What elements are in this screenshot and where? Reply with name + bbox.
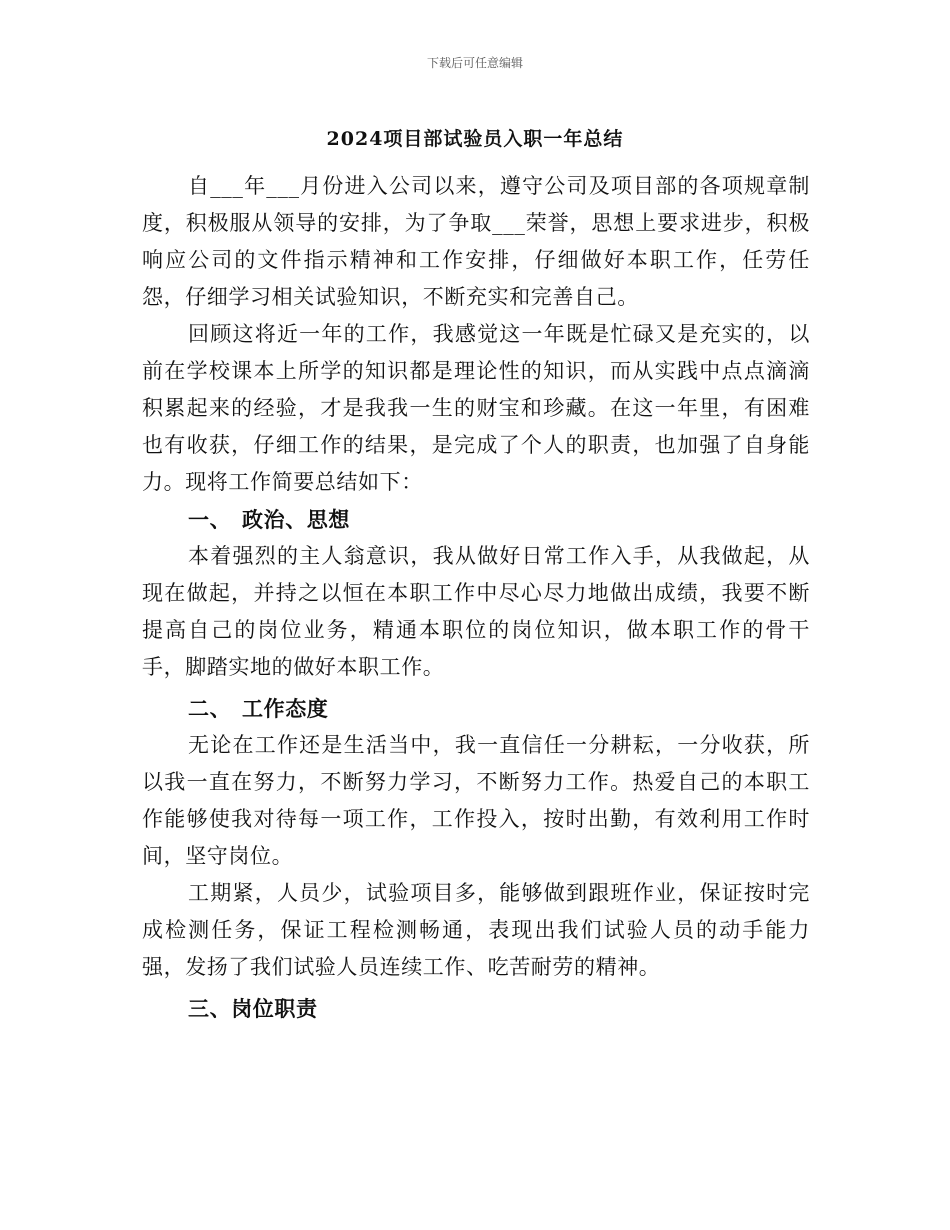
document-body [142,168,810,1027]
paragraph-intro: 自___年___月份进入公司以来，遵守公司及项目部的各项规章制度，积极服从领导的安排，为了争取___荣誉，思想上要求进步，积极响应公司的文件指示精神和工作安排，仔细做好本职工作，任劳任怨，仔细学习相关试验知识，不断充实和完善自己。 [142,174,810,309]
section-title: 政治、思想 [242,507,350,532]
section-number: 二、 [188,696,232,721]
section-number: 一、 [188,507,232,532]
section-heading-attitude [142,690,810,727]
section-title: 三、岗位职责 [188,996,318,1021]
section-heading-duties [142,990,810,1027]
paragraph-workload: 工期紧，人员少，试验项目多，能够做到跟班作业，保证按时完成检测任务，保证工程检测畅通，表现出我们试验人员的动手能力强，发扬了我们试验人员连续工作、吃苦耐劳的精神。 [142,881,810,979]
header-note: 下载后可任意编辑 [426,56,523,70]
section-title: 工作态度 [242,696,329,721]
paragraph-politics: 本着强烈的主人翁意识，我从做好日常工作入手，从我做起，从现在做起，并持之以恒在本职工作中尽心尽力地做出成绩，我要不断提高自己的岗位业务，精通本职位的岗位知识，做本职工作的骨干手，脚踏实地的做好本职工作。 [142,544,810,679]
section-heading-politics [142,501,810,538]
paragraph-attitude: 无论在工作还是生活当中，我一直信任一分耕耘，一分收获，所以我一直在努力，不断努力学习，不断努力工作。热爱自己的本职工作能够使我对待每一项工作，工作投入，按时出勤，有效利用工作时间，坚守岗位。 [142,733,810,868]
paragraph-review: 回顾这将近一年的工作，我感觉这一年既是忙碌又是充实的，以前在学校课本上所学的知识都是理论性的知识，而从实践中点点滴滴积累起来的经验，才是我我一生的财宝和珍藏。在这一年里，有困难也有收获，仔细工作的结果，是完成了个人的职责，也加强了自身能力。现将工作简要总结如下： [142,322,810,494]
document-title: 2024项目部试验员入职一年总结 [326,128,624,150]
